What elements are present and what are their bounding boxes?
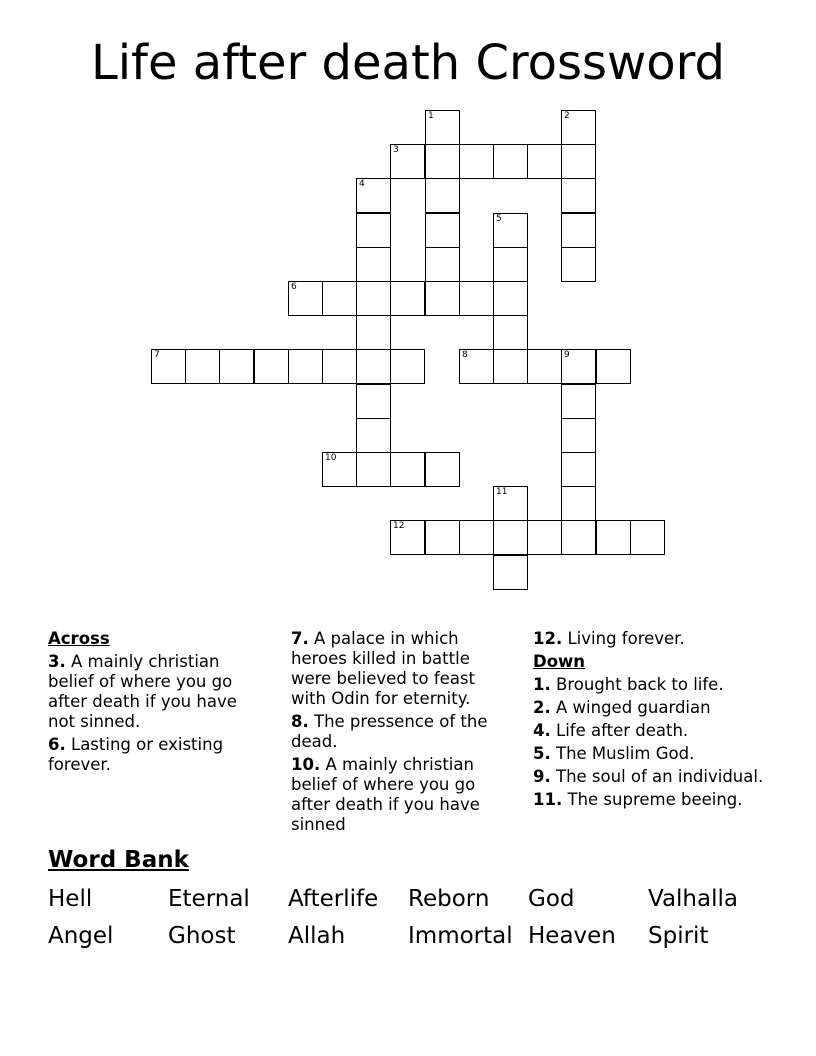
cell-number: 11 [496,487,508,497]
clue-number: 2. [533,698,551,717]
grid-cell[interactable] [390,520,425,555]
grid-cell[interactable] [561,349,596,384]
grid-cell[interactable] [561,486,596,521]
word-bank-word: God [528,886,575,912]
grid-cell[interactable] [254,349,289,384]
word-bank-word: Valhalla [648,886,738,912]
grid-cell[interactable] [561,452,596,487]
grid-cell[interactable] [493,144,528,179]
grid-cell[interactable] [356,452,391,487]
cell-number: 2 [564,111,570,121]
clue-down-4 [533,721,773,741]
grid-cell[interactable] [459,520,494,555]
grid-cell[interactable] [151,349,186,384]
grid-cell[interactable] [561,384,596,419]
grid-cell[interactable] [288,281,323,316]
clue-text: A mainly christian belief of where you go after death if you have not sinned. [48,652,237,731]
grid-cell[interactable] [459,144,494,179]
across-heading: Across [48,629,110,648]
grid-cell[interactable] [561,247,596,282]
grid-cell[interactable] [390,349,425,384]
clue-number: 12. [533,629,563,648]
cell-number: 9 [564,350,570,360]
down-heading: Down [533,652,586,671]
grid-cell[interactable] [561,213,596,248]
clue-text: Life after death. [556,721,689,740]
clue-down-11 [533,790,773,810]
word-bank [48,882,768,956]
clue-number: 5. [533,744,551,763]
clues-column-1 [48,629,262,778]
clue-across-12 [533,629,773,649]
page-title: Life after death Crossword [90,35,726,91]
cell-number: 12 [393,521,405,531]
grid-cell[interactable] [425,110,460,145]
cell-number: 3 [393,145,399,155]
clue-number: 6. [48,735,66,754]
word-bank-word: Immortal [408,923,513,949]
word-bank-word: Hell [48,886,93,912]
grid-cell[interactable] [390,281,425,316]
grid-cell[interactable] [493,555,528,590]
grid-cell[interactable] [322,281,357,316]
word-bank-word: Angel [48,923,114,949]
grid-cell[interactable] [425,520,460,555]
clue-text: Lasting or existing forever. [48,735,224,774]
cell-number: 7 [154,350,160,360]
grid-cell[interactable] [425,247,460,282]
clue-down-5 [533,744,773,764]
clue-text: The supreme beeing. [567,790,743,809]
word-bank-heading: Word Bank [48,847,189,873]
clue-across-10 [291,755,513,835]
clue-text: The pressence of the dead. [291,712,488,751]
word-bank-word: Allah [288,923,346,949]
clue-text: Brought back to life. [556,675,724,694]
cell-number: 6 [291,282,297,292]
grid-cell[interactable] [630,520,665,555]
cell-number: 8 [462,350,468,360]
clue-text: A palace in which heroes killed in battle were believed to feast with Odin for eternity. [291,629,475,708]
cell-number: 4 [359,179,365,189]
grid-cell[interactable] [356,247,391,282]
clue-text: Living forever. [567,629,685,648]
grid-cell[interactable] [288,349,323,384]
clue-number: 4. [533,721,551,740]
grid-cell[interactable] [390,144,425,179]
grid-cell[interactable] [425,213,460,248]
clue-number: 9. [533,767,551,786]
word-bank-word: Reborn [408,886,490,912]
clue-text: The Muslim God. [556,744,695,763]
grid-cell[interactable] [596,520,631,555]
word-bank-word: Eternal [168,886,250,912]
clue-number: 11. [533,790,563,809]
cell-number: 5 [496,214,502,224]
word-bank-word: Spirit [648,923,709,949]
word-bank-word: Heaven [528,923,616,949]
grid-cell[interactable] [425,178,460,213]
grid-cell[interactable] [185,349,220,384]
clues-column-3 [533,629,773,813]
grid-cell[interactable] [561,178,596,213]
grid-cell[interactable] [356,213,391,248]
grid-cell[interactable] [493,486,528,521]
grid-cell[interactable] [561,520,596,555]
grid-cell[interactable] [561,110,596,145]
clue-number: 3. [48,652,66,671]
clue-down-1 [533,675,773,695]
clue-text: A winged guardian [556,698,711,717]
cell-number: 1 [428,111,434,121]
grid-cell[interactable] [527,144,562,179]
grid-cell[interactable] [356,418,391,453]
grid-cell[interactable] [493,247,528,282]
cell-number: 10 [325,453,337,463]
word-bank-word: Ghost [168,923,236,949]
grid-cell[interactable] [356,281,391,316]
grid-cell[interactable] [459,349,494,384]
grid-cell[interactable] [356,384,391,419]
grid-cell[interactable] [493,520,528,555]
grid-cell[interactable] [561,418,596,453]
clue-text: A mainly christian belief of where you go after death if you have sinned [291,755,480,834]
grid-cell[interactable] [322,349,357,384]
grid-cell[interactable] [425,452,460,487]
clue-number: 1. [533,675,551,694]
grid-cell[interactable] [425,281,460,316]
clue-number: 10. [291,755,321,774]
clue-across-7 [291,629,513,709]
grid-cell[interactable] [390,452,425,487]
clue-text: The soul of an individual. [556,767,764,786]
grid-cell[interactable] [493,213,528,248]
clue-across-8 [291,712,513,752]
clue-number: 8. [291,712,309,731]
grid-cell[interactable] [425,144,460,179]
grid-cell[interactable] [219,349,254,384]
clue-down-2 [533,698,773,718]
grid-cell[interactable] [493,281,528,316]
grid-cell[interactable] [493,315,528,350]
clue-across-6 [48,735,262,775]
clues-column-2 [291,629,513,838]
grid-cell[interactable] [356,349,391,384]
clue-down-9 [533,767,773,787]
clue-across-3 [48,652,262,732]
grid-cell[interactable] [527,520,562,555]
word-bank-word: Afterlife [288,886,379,912]
grid-cell[interactable] [356,315,391,350]
grid-cell[interactable] [596,349,631,384]
grid-cell[interactable] [527,349,562,384]
clue-number: 7. [291,629,309,648]
grid-cell[interactable] [322,452,357,487]
grid-cell[interactable] [561,144,596,179]
grid-cell[interactable] [459,281,494,316]
grid-cell[interactable] [356,178,391,213]
grid-cell[interactable] [493,349,528,384]
